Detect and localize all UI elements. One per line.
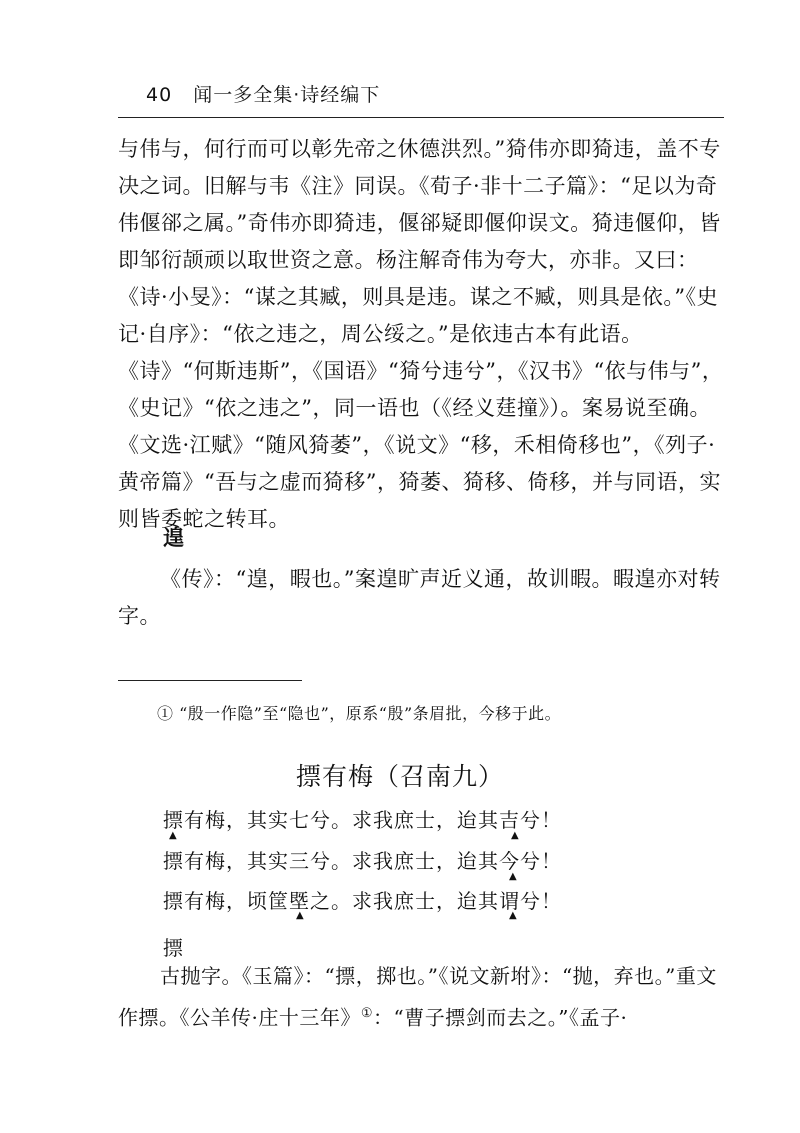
book-title: 闻一多全集·诗经编下: [193, 84, 381, 106]
para3-text-a: 古抛字。《玉篇》：“摽，掷也。”《说文新坿》：“抛，弃也。”重文作摽。《公羊传·庄十三年》: [118, 964, 717, 1030]
header-rule: [118, 117, 724, 118]
rhyme-mark-icon: ▲: [509, 871, 517, 882]
entry-heading: 遑: [163, 525, 184, 550]
rhyme-mark-icon: ▲: [511, 830, 519, 841]
poem-title: 摽有梅（召南九）: [295, 762, 504, 791]
para3-text-b: ：“曹子摽剑而去之。”《孟子·: [373, 1005, 628, 1030]
rhyme-mark-icon: ▲: [509, 910, 517, 921]
rhyme-mark-icon: ▲: [169, 830, 177, 841]
body-paragraph-3: [118, 958, 726, 1037]
page-number: 40: [146, 84, 173, 106]
running-header: [146, 80, 380, 107]
poem-line-1: 摽有梅，其实七兮。求我庶士，迨其吉兮！: [163, 808, 562, 832]
poem-line-3: 摽有梅，顷筐塈之。求我庶士，迨其谓兮！: [163, 889, 562, 913]
poem-line-2: 摽有梅，其实三兮。求我庶士，迨其今兮！: [163, 849, 562, 873]
entry-subheading: 摽: [163, 936, 183, 960]
footnote-reference[interactable]: ①: [360, 1006, 374, 1021]
footnote: ① “殷一作隐”至“隐也”，原系“殷”条眉批，今移于此。: [157, 704, 562, 723]
rhyme-mark-icon: ▲: [296, 910, 304, 921]
body-paragraph-1: 与伟与，何行而可以彰先帝之休德洪烈。”猗伟亦即猗违，盖不专决之词。旧解与韦《注》同误。《荀子·非十二子篇》：“足以为奇伟偃郤之属。”奇伟亦即猗违，偃郤疑即偃仰误文。猗违偃仰，皆即邹衍颉顽以取世资之意。杨注解奇伟为夸大，亦非。又曰：《诗·小旻》：“谋之其臧，则具是违。谋之不臧，则具是依。”《史记·自序》：“依之违之，周公绥之。”是依违古本有此语。《诗》“何斯违斯”，《国语》“猗兮违兮”，《汉书》“依与伟与”，《史记》“依之违之”，同一语也（《经义莛撞》）。案易说至确。《文选·江赋》“随风猗萎”，《说文》“移，禾相倚移也”，《列子·黄帝篇》“吾与之虚而猗移”，猗萎、猗移、倚移，并与同语，实则皆委蛇之转耳。: [118, 137, 724, 531]
body-paragraph-2: 《传》：“遑，暇也。”案遑旷声近义通，故训暇。暇遑亦对转字。: [118, 567, 721, 628]
footnote-rule: [118, 680, 302, 681]
